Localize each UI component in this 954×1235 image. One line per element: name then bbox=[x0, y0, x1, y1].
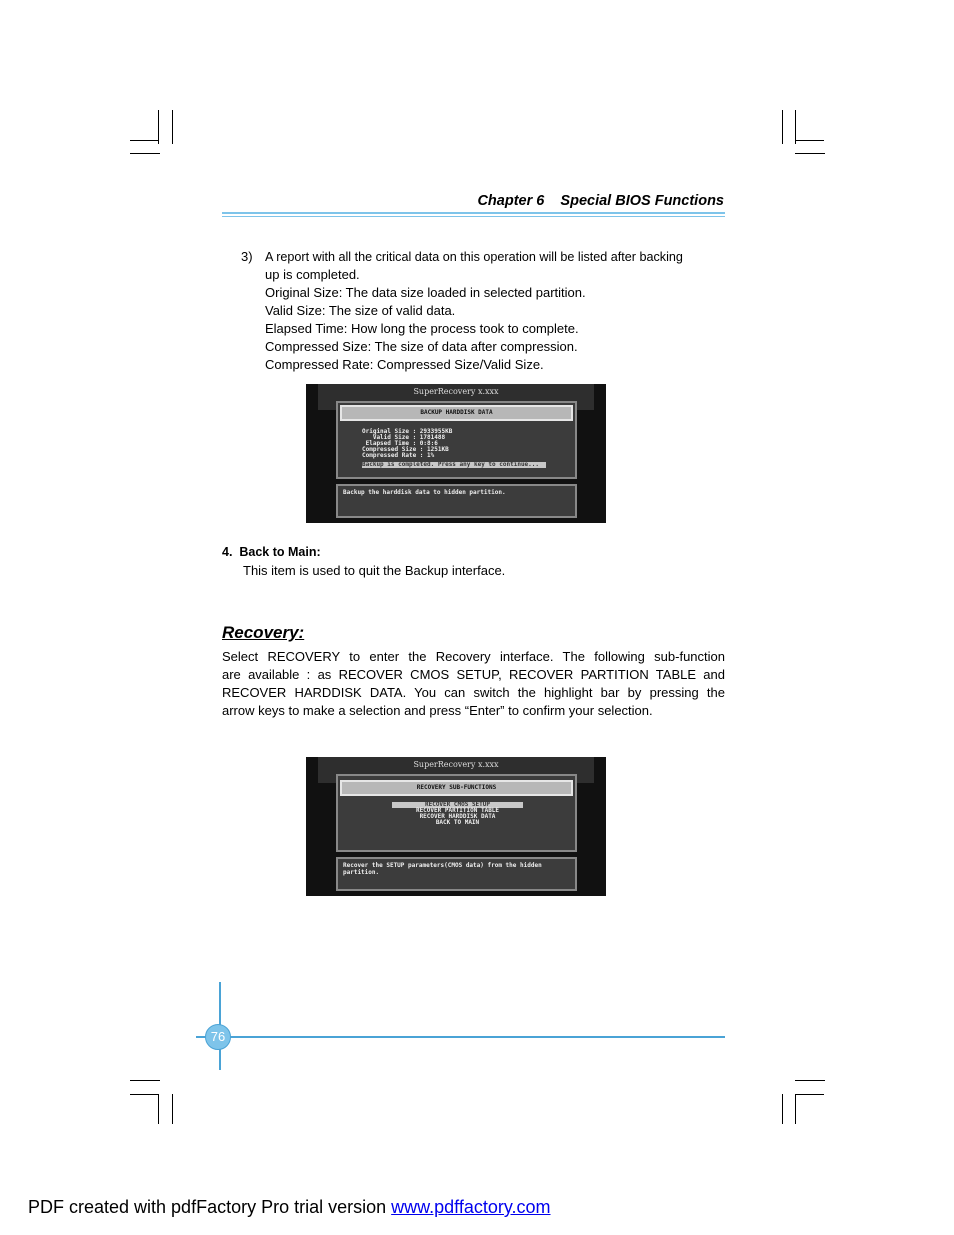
pdffactory-link[interactable]: www.pdffactory.com bbox=[391, 1197, 551, 1217]
page-number: 76 bbox=[205, 1024, 231, 1050]
footer-text: PDF created with pdfFactory Pro trial version bbox=[28, 1197, 392, 1217]
completion-message: Backup is completed. Press any key to continue... bbox=[362, 462, 546, 468]
menu-item-recover-cmos[interactable]: RECOVER CMOS SETUP bbox=[392, 802, 523, 808]
item4-text: This item is used to quit the Backup interface. bbox=[243, 563, 506, 578]
crop-mark bbox=[795, 1080, 825, 1081]
text-line: are available : as RECOVER CMOS SETUP, RECOVER PARTITION TABLE and bbox=[222, 667, 725, 682]
crop-mark bbox=[795, 140, 824, 141]
menu-item-recover-partition[interactable]: RECOVER PARTITION TABLE bbox=[415, 807, 500, 814]
chapter-header: Chapter 6 Special BIOS Functions bbox=[477, 193, 724, 209]
text-line: Elapsed Time: How long the process took to complete. bbox=[265, 321, 579, 336]
backup-screenshot bbox=[306, 384, 606, 523]
crop-mark bbox=[795, 153, 825, 154]
crop-mark bbox=[130, 1080, 160, 1081]
crop-mark bbox=[158, 110, 159, 144]
crop-mark bbox=[130, 1094, 159, 1095]
text-line: Select RECOVERY to enter the Recovery interface. The following sub-function bbox=[222, 649, 725, 664]
item4-heading: 4. Back to Main: bbox=[222, 545, 321, 559]
menu-item-back-to-main[interactable]: BACK TO MAIN bbox=[435, 819, 480, 826]
report-line: Original Size : 2933955KB bbox=[362, 428, 453, 435]
app-title: SuperRecovery x.xxx bbox=[318, 757, 594, 783]
crop-mark bbox=[130, 153, 160, 154]
help-text: Backup the harddisk data to hidden partition. bbox=[343, 489, 506, 496]
crop-mark bbox=[795, 110, 796, 144]
app-title: SuperRecovery x.xxx bbox=[318, 384, 594, 410]
crop-mark bbox=[130, 140, 159, 141]
help-text: partition. bbox=[343, 869, 380, 876]
report-line: Compressed Size : 1251KB bbox=[362, 446, 449, 453]
text-line: Compressed Size: The size of data after compression. bbox=[265, 339, 578, 354]
help-text: Recover the SETUP parameters(CMOS data) from the hidden bbox=[343, 862, 542, 869]
step3-text bbox=[265, 248, 725, 374]
report-line: Elapsed Time : 0:8:6 bbox=[362, 440, 438, 447]
crop-mark bbox=[795, 1094, 796, 1124]
header-rule bbox=[222, 216, 725, 217]
crop-mark bbox=[782, 1094, 783, 1124]
text-line: Original Size: The data size loaded in selected partition. bbox=[265, 285, 586, 300]
text-line: A report with all the critical data on this operation will be listed after backing bbox=[265, 250, 683, 264]
text-line: up is completed. bbox=[265, 267, 360, 282]
text-line: RECOVER HARDDISK DATA. You can switch the highlight bar by pressing the bbox=[222, 685, 725, 700]
panel-title: RECOVERY SUB-FUNCTIONS bbox=[340, 780, 573, 796]
step-number: 3) bbox=[241, 249, 253, 264]
crop-mark bbox=[172, 110, 173, 144]
text-line: Valid Size: The size of valid data. bbox=[265, 303, 456, 318]
panel-title: BACKUP HARDDISK DATA bbox=[340, 405, 573, 421]
section-title: Recovery: bbox=[222, 623, 305, 642]
menu-item-recover-harddisk[interactable]: RECOVER HARDDISK DATA bbox=[419, 813, 496, 820]
text-line: Compressed Rate: Compressed Size/Valid Size. bbox=[265, 357, 544, 372]
report-line: Compressed Rate : 1% bbox=[362, 452, 435, 459]
page-horizontal-rule bbox=[196, 1036, 725, 1038]
recovery-text bbox=[222, 648, 725, 720]
recovery-screenshot bbox=[306, 757, 606, 896]
text-line: arrow keys to make a selection and press “Enter” to confirm your selection. bbox=[222, 703, 653, 718]
crop-mark bbox=[782, 110, 783, 144]
pdf-footer bbox=[28, 1197, 551, 1218]
crop-mark bbox=[158, 1094, 159, 1124]
report-line: Valid Size : 1781488 bbox=[362, 434, 446, 441]
crop-mark bbox=[172, 1094, 173, 1124]
header-rule bbox=[222, 212, 725, 214]
crop-mark bbox=[795, 1094, 824, 1095]
